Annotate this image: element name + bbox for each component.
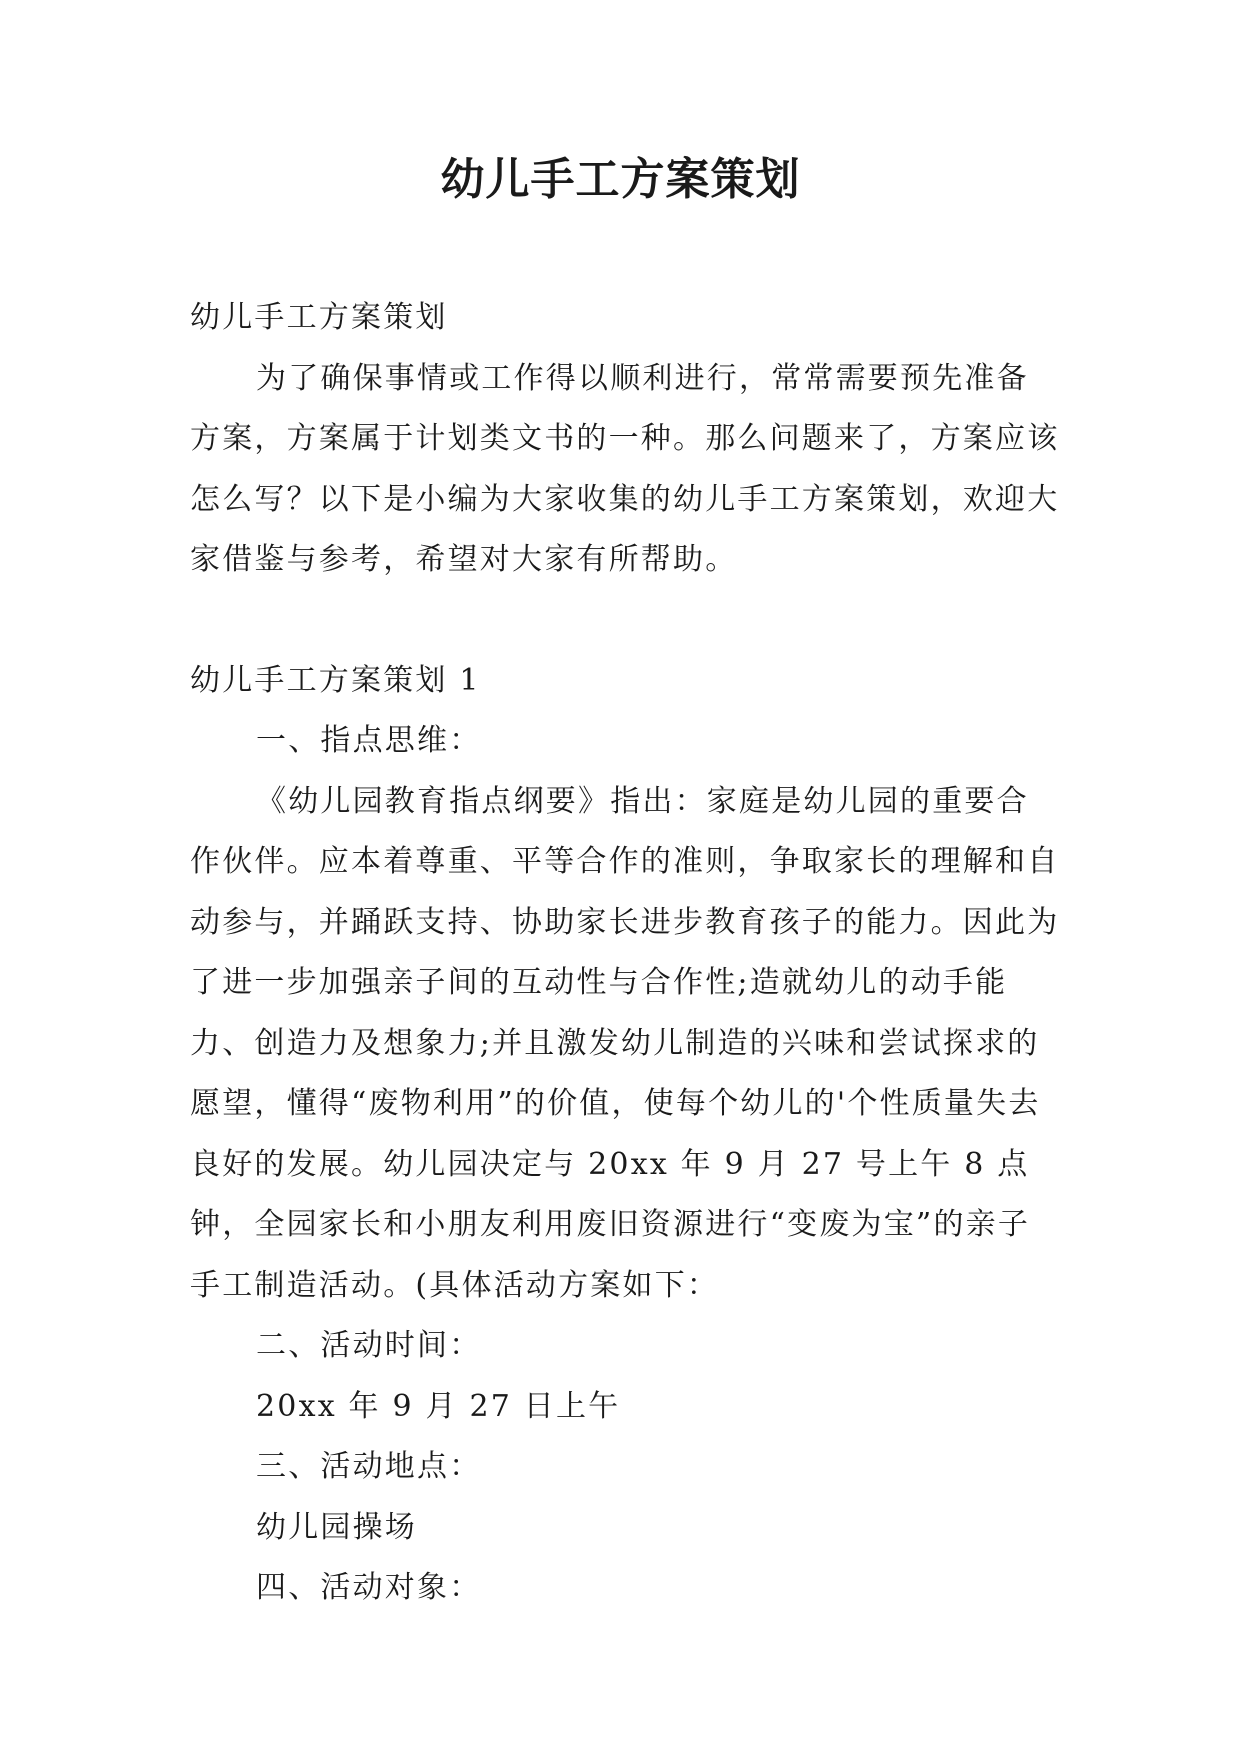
intro-paragraph: 为了确保事情或工作得以顺利进行，常常需要预先准备方案，方案属于计划类文书的一种。那么问题来了，方案应该怎么写？以下是小编为大家收集的幼儿手工方案策划，欢迎大家借鉴与参考，希望对大家有所帮助。 bbox=[190, 360, 1060, 577]
section-title: 幼儿手工方案策划 1 bbox=[190, 662, 481, 698]
document-title: 幼儿手工方案策划 bbox=[440, 154, 801, 205]
guiding-paragraph: 《幼儿园教育指点纲要》指出：家庭是幼儿园的重要合作伙伴。应本着尊重、平等合作的准则，争取家长的理解和自动参与，并踊跃支持、协助家长进步教育孩子的能力。因此为了进一步加强亲子间的互动性与合作性;造就幼儿的动手能力、创造力及想象力;并且激发幼儿制造的兴味和尝试探求的愿望，懂得“废物利用”的价值，使每个幼儿的'个性质量失去良好的发展。幼儿园决定与 20xx 年 9 月 27 号上午 8 点钟，全园家长和小朋友利用废旧资源进行“变废为宝”的亲子手工制造活动。(具体活动方案如下： bbox=[190, 783, 1060, 1303]
heading-activity-place: 三、活动地点： bbox=[256, 1449, 482, 1484]
subtitle: 幼儿手工方案策划 bbox=[190, 300, 448, 335]
document-body bbox=[190, 288, 1060, 1619]
spacer bbox=[190, 591, 1060, 651]
activity-time: 20xx 年 9 月 27 日上午 bbox=[256, 1388, 621, 1424]
heading-activity-time: 二、活动时间： bbox=[256, 1328, 482, 1363]
activity-place: 幼儿园操场 bbox=[256, 1509, 417, 1545]
heading-activity-target: 四、活动对象： bbox=[256, 1570, 482, 1605]
heading-guiding-thought: 一、指点思维： bbox=[256, 723, 482, 758]
